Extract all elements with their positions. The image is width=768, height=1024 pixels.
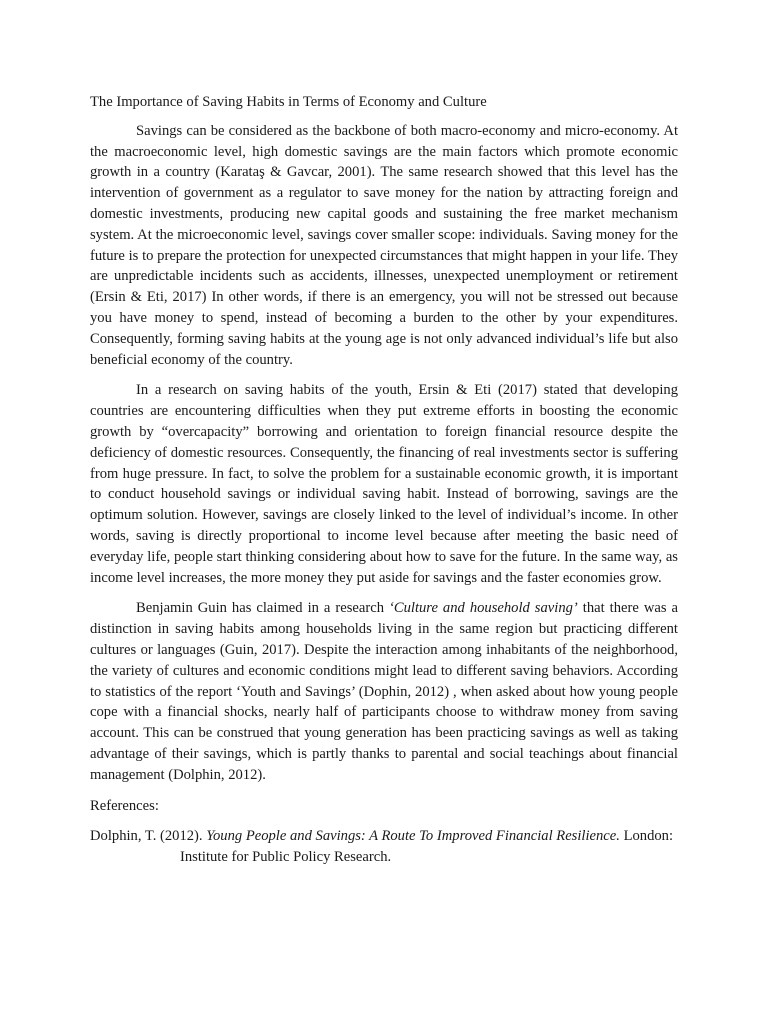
paragraph-2: In a research on saving habits of the youth, Ersin & Eti (2017) stated that developing countries are encountering difficulties when they put extreme efforts in boosting the economic growth by “overcapacity” borrowing and orientation to foreign financial resource despite the deficiency of domestic resources. Consequently, the financing of real investments sector is suffering from huge pressure. In fact, to solve the problem for a sustainable economic growth, it is important to conduct household savings or individual saving habit. Instead of borrowing, savings are the optimum solution. However, savings are closely linked to the level of individual’s income. In other words, saving is directly proportional to income level because after meeting the basic need of everyday life, people start thinking considering about how to save for the future. In the same way, as income level increases, the more money they put aside for savings and the faster economies grow. bbox=[90, 382, 678, 586]
paragraph-3-intro: Benjamin Guin has claimed in a research bbox=[136, 600, 390, 617]
reference-publisher: London: Institute for Public Policy Research. bbox=[180, 828, 674, 866]
paragraph-1: Savings can be considered as the backbone of both macro-economy and micro-economy. At the macroeconomic level, high domestic savings are the main factors which promote economic growth in a country (Karataş & Gavcar, 2001). The same research showed that this level has the intervention of government as a regulator to save money for the nation by attracting foreign and domestic investments, producing new capital goods and sustaining the free market mechanism system. At the microeconomic level, savings cover smaller scope: individuals. Saving money for the future is to prepare the protection for unexpected circumstances that might happen in your life. They are unpredictable incidents such as accidents, illnesses, unexpected unemployment or retirement (Ersin & Eti, 2017) In other words, if there is an emergency, you will not be stressed out because you have money to spend, instead of becoming a burden to the other by your expenditures. Consequently, forming saving habits at the young age is not only advanced individual’s life but also beneficial economy of the country. bbox=[90, 122, 678, 368]
document-title: The Importance of Saving Habits in Terms of Economy and Culture bbox=[90, 94, 487, 110]
references-heading: References: bbox=[90, 797, 159, 814]
paragraph-3-cited-title: ‘Culture and household saving’ bbox=[389, 600, 578, 617]
reference-title: Young People and Savings: A Route To Improved Financial Resilience. bbox=[206, 828, 620, 845]
reference-entry bbox=[90, 826, 678, 868]
document-page bbox=[90, 92, 678, 868]
paragraph-3 bbox=[90, 598, 678, 785]
reference-author-year: Dolphin, T. (2012). bbox=[90, 828, 207, 845]
paragraph-3-body: that there was a distinction in saving habits among households living in the same region but practicing different cultures or languages (Guin, 2017). Despite the interaction among inhabitants of the neighborhood, the variety of cultures and economic conditions might lead to different saving behaviors. According to statistics of the report ‘Youth and Savings’ (Dophin, 2012) , when asked about how young people cope with a financial shocks, nearly half of participants choose to withdraw money from saving account. This can be construed that young generation has been practicing savings as well as taking advantage of their savings, which is partly thanks to parental and social teachings about financial management (Dolphin, 2012). bbox=[90, 600, 678, 783]
